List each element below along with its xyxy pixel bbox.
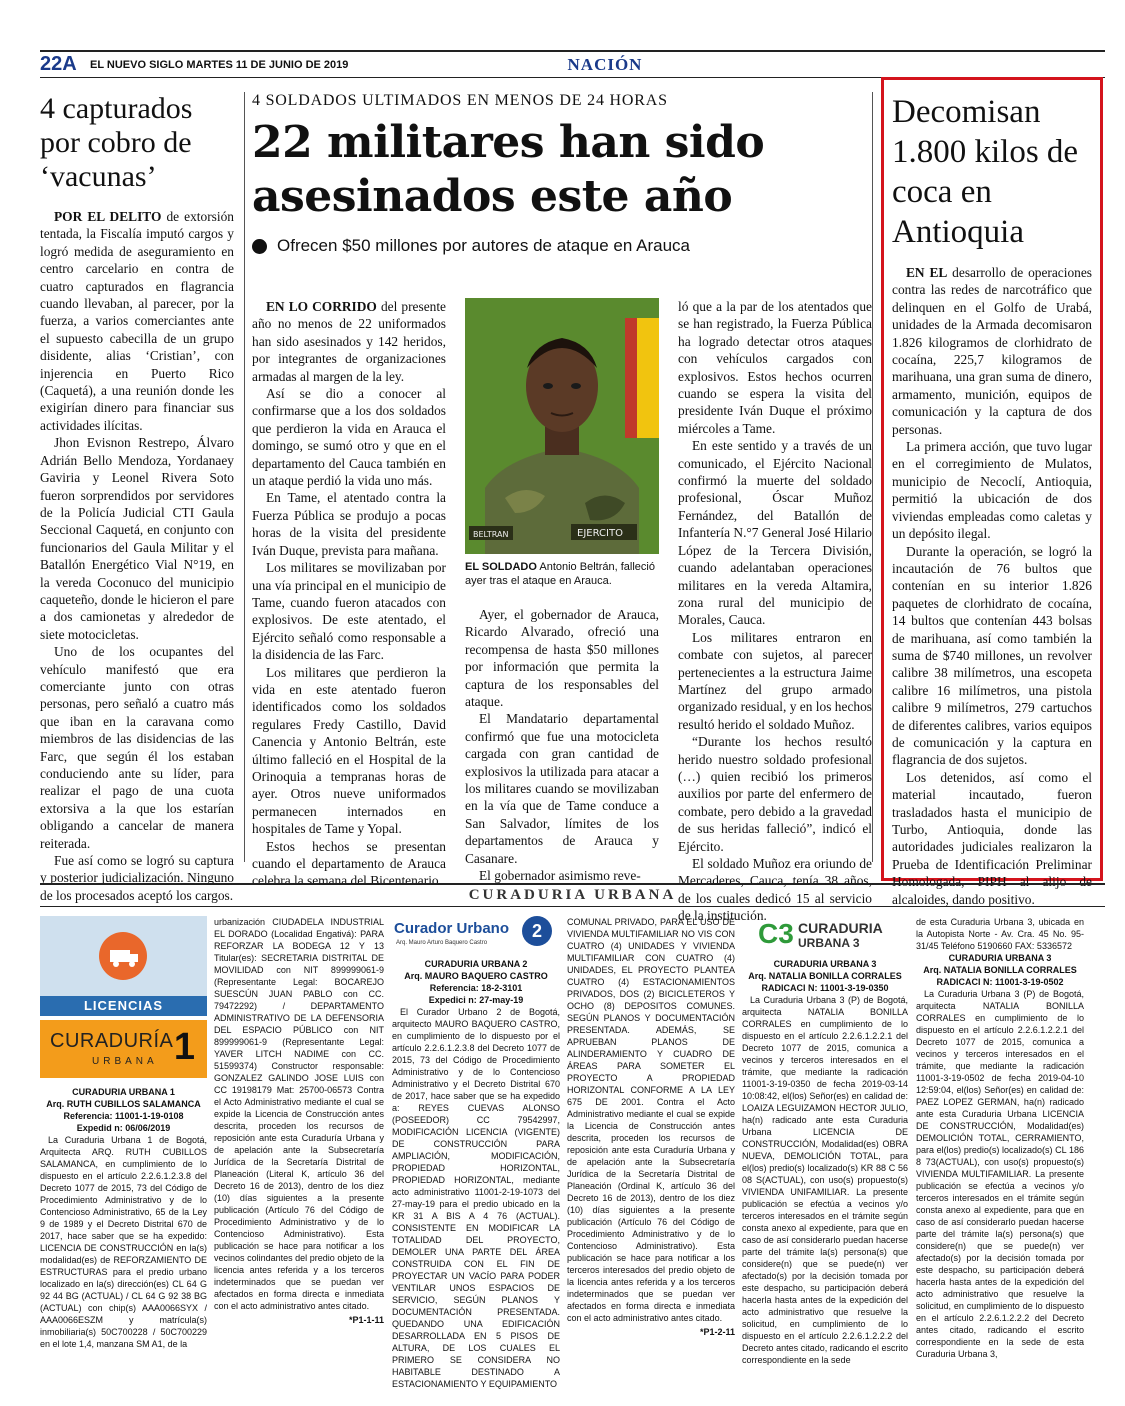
- notice-architect: Arq. NATALIA BONILLA CORRALES: [923, 965, 1077, 975]
- notice-architect: Arq. NATALIA BONILLA CORRALES: [748, 971, 902, 981]
- bullet-icon: [252, 239, 267, 254]
- notice-reference: RADICACI N: 11001-3-19-0350: [761, 983, 889, 993]
- dateline: EL NUEVO SIGLO MARTES 11 DE JUNIO DE 2019: [90, 59, 349, 71]
- section-title: NACIÓN: [567, 55, 643, 74]
- main-paragraph: El soldado Muñoz era oriundo de Mercaderes, Cauca, tenía 38 años, de los cuales dedicó 15 al servicio de la institución.: [678, 856, 872, 924]
- subhead-text: Ofrecen $50 millones por autores de ataque en Arauca: [277, 236, 690, 255]
- notice-title: CURADURIA URBANA 3: [773, 959, 877, 969]
- main-paragraph: “Durante los hechos resultó herido nuestro soldado profesional (…) quien recibió los primeros auxilios por parte del enfermero de combate, pero debido a la gravedad de sus heridas falleció”, indicó el Ejército.: [678, 734, 872, 854]
- notice-body: COMUNAL PRIVADO, PARA EL USO DE VIVIENDA MULTIFAMILIAR NO VIS CON CUATRO (4) UNIDADES Y VIVIENDA MULTIFAMILIAR CON CUATRO (4) UNIDADES, EL PROYECTO PLANTEA CUATRO (4) ESTACIONAMIENTOS PRIVADOS, DOS (2) BICICLETEROS Y OCHO (8) DEPOSITOS COMUNES. SEGÚN PLANOS Y DOCUMENTACIÓN PRESENTADA. ADEMÁS, SE APRUEBAN PLANOS DE ALINDERAMIENTO Y CUADRO DE ÁREAS PARA SOMETER EL PROYECTO A PROPIEDAD HORIZONTAL CONFORME A LA LEY 675 DE 2001. Contra el Acto Administrativo mediante el cual se expide la Licencia de Construcción antes descrita, proceden los recursos de reposición ante esta Curaduría Urbana y de apelación ante la Subsecretaría Jurídica de la Secretaría Distrital de Planeación (Ordinal K, artículo 36 del Decreto 16 de 2013), dentro de los diez (10) días siguientes a la presente publicación (Artículo 76 del Código de Procedimiento Administrativo y de lo Contencioso Administrativo). Esta publicación se hace para notificar a los terceros interesados del predio objeto de la licencia antes referida y a los terceros indeterminados que se puedan ver afectados en forma directa e inmediata con el acto administrativo antes citado.: [567, 917, 735, 1323]
- left-article-paragraph: Jhon Evisnon Restrepo, Álvaro Adrián Bello Mendoza, Yordanaey Gaviria y Leonel Rivera Soto fueron sorprendidos por servidores de la Policía Judicial CTI Gaula Seccional Caquetá, en conjunto con funcionarios del Gaula Militar y el Batallón Energético Vial N°19, en la vereda Coconuco del municipio caqueteño, donde le hicieron el pare a dos camionetas y alrededor de siete motocicletas.: [40, 435, 234, 642]
- left-article-paragraph: POR EL DELITO de extorsión tentada, la Fiscalía imputó cargos y logró medida de aseguramiento en centro carcelario en contra de cuatro capturados en flagrancia cuando llevaban, al parecer, por la fuerza, a varios comerciantes ante el supuesto cabecilla de un grupo disidente, alias ‘Cristian’, con injerencia en Puerto Rico (Caquetá), a una reunión donde les exigirían dinero para financiar sus actividades ilícitas.: [40, 209, 235, 433]
- main-subhead: [252, 236, 865, 256]
- main-paragraph: Ayer, el gobernador de Arauca, Ricardo Alvarado, ofreció una recompensa de hasta $50 millones por información que permita la captura de los responsables del ataque.: [465, 607, 659, 710]
- divider: [40, 906, 1105, 907]
- notice-title: CURADURIA URBANA 1: [72, 1087, 175, 1097]
- notice-body: La Curaduria Urbana 3 (P) de Bogotá, arquitecta NATALIA BONILLA CORRALES en cumplimiento de lo dispuesto en el artículo 2.2.6.1.2.2.1 del Decreto 1077 de 2015, comunica a vecinos y terceros interesados en el trámite, que mediante la radicación 11001-3-19-0350 de fecha 2019-03-14 10:08:42, el(los) Señor(es) en calidad de: LOAIZA LEGUIZAMON HECTOR JULIO, ha(n) radicado ante esta Curaduria Urbana LICENCIA DE CONSTRUCCIÓN, Modalidad(es) OBRA NUEVA, DEMOLICIÓN TOTAL, para el(los) predio(s) localizado(s) KR 88 C 56 08 S(ACTUAL), con uso(s) propuesto(s) VIVIENDA UNIFAMILIAR. La presente publicación se efectúa a vecinos y/o terceros interesados en el trámite según consta anexo al expediente, para que en caso de así considerarlo puedan hacerse parte del trámite la(s) persona(s) que considere(n) que se puede(n) ver afectado(s) por la decisión tomada por este despacho, su participación deberá hacerla hasta antes de la expedición del acto administrativo que resuelve la solicitud, en cumplimiento de lo dispuesto en el artículo 2.2.6.1.2.2.2 del Decreto antes citado, radicando el escrito correspondiente en la sede: [742, 995, 908, 1365]
- notice-curaduria-2: [392, 916, 560, 1390]
- soldier-photo: [465, 298, 659, 554]
- notice-reference: RADICACI N: 11001-3-19-0502: [936, 977, 1064, 987]
- main-paragraph: Estos hechos se presentan cuando el departamento de Arauca celebra la semana del Bicentenario.: [252, 838, 446, 889]
- licencias-image: [40, 916, 207, 996]
- notice-body: El Curador Urbano 2 de Bogotá, arquitecto MAURO BAQUERO CASTRO, en cumplimiento de lo dispuesto por el artículo 2.2.6.1.2.3.8 del Decreto 1077 de 2015, 73 del Código de Procedimiento Administrativo y de lo Contencioso Administrativo y el Decreto Distrital 670 de 2017, hace saber que se ha expedido a: REYES CUEVAS ALONSO (POSEEDOR) CC 79542997, MODIFICACIÓN LICENCIA (VIGENTE) DE CONSTRUCCIÓN PARA AMPLIACIÓN, MODIFICACIÓN, PROPIEDAD HORIZONTAL, PROPIEDAD HORIZONTAL, mediante acto administrativo 11001-2-19-1073 del 27-may-19 para el predio ubicado en la KR 31 A BIS A 4 76 (ACTUAL). CONSISTENTE EN MODIFICAR LA TOTALIDAD DEL PROYECTO, DEMOLER UNA PARTE DEL ÁREA CONSTRUIDA CON EL FIN DE PROYECTAR UN VACÍO PARA PODER VENTILAR UNOS ESPACIOS DE SERVICIO, SEGÚN PLANOS Y DOCUMENTACIÓN PRESENTADA. QUEDANDO UNA EDIFICACIÓN DESARROLLADA EN 5 PISOS DE ALTURA, DE LOS CUALES EL PRIMERO SE CONSIDERA NO HABITABLE DESTINADO A ESTACIONAMIENTO Y EQUIPAMIENTO: [392, 1007, 560, 1389]
- lead-in: POR EL DELITO: [54, 209, 162, 224]
- curaduria-2-logo: Curador Urbano Arq. Mauro Arturo Baquero Castro 2: [392, 916, 562, 952]
- box-paragraph: EN EL desarrollo de operaciones contra las redes de narcotráfico que delinquen en el Golfo de Urabá, unidades de la Armada decomisaron 1.826 kilogramos de clorhidrato de cocaína, 225,7 kilogramos de marihuana, una gran suma de dinero, armamento, munición, equipos de comunicación y la captura de dos personas.: [892, 265, 1093, 437]
- licencias-banner: LICENCIAS: [40, 996, 207, 1016]
- curaduria-3-logo: C3 CURADURIA URBANA 3: [758, 918, 883, 950]
- main-paragraph: Los militares entraron en combate con sujetos, al parecer pertenecientes a la estructura Jaime Martínez del grupo armado organizado residual, y en los hechos resultó herido el soldado Muñoz.: [678, 629, 872, 732]
- column-divider: [244, 92, 245, 862]
- main-paragraph: Los militares que perdieron la vida en este atentado fueron identificados como los soldados regulares Fredy Castillo, David Canencia y Antonio Beltrán, este último falleció en el Hospital de la Orinoquia a tempranas horas de ayer. Otros nueve uniformados permanecen internados en hospitales de Tame y Yopal.: [252, 664, 446, 837]
- box-paragraph: Durante la operación, se logró la incautación de 76 bultos que contenían en su interior 1.826 paquetes de clorhidrato de cocaína, 14 bultos que contenían 443 bolsas de marihuana, así como también la suma de $740 millones, un revolver calibre 38 milímetros, una escopeta calibre 16 milímetros, una pistola calibre 9 milímetros, 279 cartuchos de diferentes calibres, varios equipos de comunicación y la captura en flagrancia de dos sujetos.: [892, 543, 1092, 768]
- notice-code: *P1-1-11: [348, 1315, 384, 1325]
- notice-title: CURADURIA URBANA 2: [424, 959, 528, 969]
- notice-body: de esta Curaduria Urbana 3, ubicada en la Autopista Norte - Av. Cra. 45 No. 95-31/45 Teléfono 5190660 FAX: 5336572: [916, 917, 1084, 951]
- divider: [40, 883, 1105, 885]
- notice-curaduria-1-continued: [214, 916, 384, 1326]
- page-number: 22A: [40, 53, 77, 75]
- notice-curaduria-3b: [916, 916, 1084, 1360]
- main-headline: 22 militares han sido asesinados este año: [252, 117, 765, 222]
- notice-code: *P1-2-11: [699, 1327, 735, 1337]
- left-article-paragraph: Uno de los ocupantes del vehículo manifestó que era comerciante junto con otras personas, pero señaló a cuatro más que iban en la caravana como miembros de las disidencias de las Farc, que según él los estaban conduciendo ante su líder, para realizar el pago de una cuota extorsiva a la que los estarían obligando a cancelar de manera reiterada.: [40, 644, 234, 851]
- left-article: [40, 92, 234, 904]
- notice-curaduria-3: [742, 916, 908, 1366]
- curaduria-section-title: CURADURIA URBANA: [468, 887, 677, 903]
- notice-body: La Curaduria Urbana 3 (P) de Bogotá, arquitecta NATALIA BONILLA CORRALES en cumplimiento de lo dispuesto en el artículo 2.2.6.1.2.2.1 del Decreto 1077 de 2015, comunica a vecinos y terceros interesados en el trámite, que mediante la radicación 11001-3-19-0502 de fecha 2019-04-10 12:59:04, el(los) Señor(es) en calidad de: PAEZ LOPEZ GERMAN, ha(n) radicado ante esta Curaduria Urbana LICENCIA DE CONSTRUCCIÓN, Modalidad(es) DEMOLICIÓN TOTAL, CERRAMIENTO, para el(los) predio(s) localizado(s) CL 186 8 73(ACTUAL), con uso(s) propuesto(s) VIVIENDA MULTIFAMILIAR. La presente publicación se efectúa a vecinos y/o terceros interesados en el trámite según consta anexo al expediente, para que en caso de así considerarlo puedan hacerse parte del trámite la(s) persona(s) que considere(n) que se puede(n) ver afectado(s) por la decisión tomada por este despacho, su participación deberá hacerla hasta antes de la expedición del acto administrativo que resuelve la solicitud, en cumplimiento de lo dispuesto en el artículo 2.2.6.1.2.2.2 del Decreto antes citado, radicando el escrito correspondiente en la sede de esta Curaduria Urbana 3,: [916, 989, 1084, 1359]
- main-paragraph: En Tame, el atentado contra la Fuerza Pública se produjo a pocas horas de la visita del presidente Iván Duque, prevista para mañana.: [252, 490, 446, 558]
- main-column-2: [465, 298, 659, 885]
- main-kicker: 4 SOLDADOS ULTIMADOS EN MENOS DE 24 HORAS: [252, 92, 668, 109]
- soldier-portrait-illustration: [465, 298, 659, 554]
- main-paragraph: El gobernador asimismo reve-: [479, 868, 641, 884]
- main-column-3: [678, 298, 872, 925]
- main-paragraph: EN LO CORRIDO del presente año no menos de 22 uniformados han sido asesinados y 142 heridos, por integrantes de organizaciones armadas al margen de la ley.: [252, 299, 447, 384]
- box-paragraph: Los detenidos, así como el material incautado, fueron trasladados hasta el municipio de Turbo, Antioquia, donde las autoridades judiciales realizaron la Prueba de Identificación Preliminar Homologada, PIPH al alijo de alcaloides, dando positivo.: [892, 769, 1092, 907]
- box-paragraph: La primera acción, que tuvo lugar en el corregimiento de Mulatos, municipio de Necoclí, Antioquia, permitió la ubicación de dos viviendas empleadas como caletas y un depósito ilegal.: [892, 439, 1092, 542]
- main-paragraph: En este sentido y a través de un comunicado, el Ejército Nacional confirmó la muerte del soldado profesional, Óscar Muñoz Fernández, del Batallón de Infantería N.°7 General José Hilario López de la Tercera División, cuando adelantaban operaciones militares en la vereda Altamira, zona rural del municipio de Morales, Cauca.: [678, 438, 872, 628]
- main-column-1: [252, 298, 446, 890]
- main-paragraph: Los militares se movilizaban por una vía principal en el municipio de Tame, cuando fueron atacados con explosivos. De este atentado, el Ejército señaló como responsable a la disidencia de las Farc.: [252, 560, 446, 663]
- name-tape: BELTRAN: [473, 530, 509, 539]
- page-header: [40, 50, 1105, 78]
- curaduria-1-logo: CURADURÍA URBANA 1: [40, 1020, 207, 1078]
- main-paragraph: El Mandatario departamental confirmó que fue una motocicleta cargada con gran cantidad de explosivos la utilizada para atacar a los militares cuando se movilizaban en la vía que de Tame conduce a San Salvador, límites de los departamentos de Arauca y Casanare.: [465, 711, 659, 866]
- notice-body: La Curaduria Urbana 1 de Bogotá, Arquitecta ARQ. RUTH CUBILLOS SALAMANCA, en cumplimiento de lo dispuesto en el artículo 2.2.6.1.2.3.8 del Decreto 1077 de 2015, 73 del Código de Procedimiento Administrativo y de lo Contencioso Administrativo, 65 de la Ley 9 de 1989 y el Decreto Distrital 670 de 2017, hace saber que se ha expedido: LICENCIA DE CONSTRUCCIÓN en la(s) modalidad(es) de REFORZAMIENTO DE ESTRUCTURAS para el predio urbano localizado en la(s) dirección(es) CL 64 G 92 44 BG (ACTUAL) / CL 64 G 92 38 BG (ACTUAL) con chip(s) AAA0066SYX / AAA0066ESZM y matrícula(s) inmobiliaria(s) 50C700228 / 50C700229 en el lote 1,4, manzana SM A1, de la: [40, 1135, 207, 1349]
- notice-reference: Referencia: 18-2-3101: [429, 983, 523, 993]
- main-paragraph: Así se dio a conocer al confirmarse que a los dos soldados que perdieron la vida en Arauca el domingo, se sumó otro y que en el departamento del Cauca también en un ataque perdió la vida uno más.: [252, 386, 446, 489]
- army-tape: EJERCITO: [577, 528, 623, 539]
- main-paragraph: ló que a la par de los atentados que se han registrado, la Fuerza Pública ha logrado detectar otros ataques con vehículos cargados con explosivos. Estos hechos ocurren cuando se espera la visita del presidente Iván Duque el próximo miércoles a Tame.: [678, 299, 872, 436]
- lead-in: EN EL: [906, 265, 948, 280]
- photo-caption: EL SOLDADO Antonio Beltrán, falleció ayer tras el ataque en Arauca.: [465, 561, 655, 587]
- truck-icon: [40, 916, 207, 996]
- highlighted-article: [881, 77, 1103, 907]
- column-divider: [872, 92, 873, 862]
- box-headline: Decomisan 1.800 kilos de coca en Antioquia: [892, 94, 1079, 250]
- left-article-headline: 4 capturados por cobro de ‘vacunas’: [40, 92, 193, 193]
- left-article-paragraph: Fue así como se logró su captura y posterior judicialización. Ninguno de los procesados aceptó los cargos.: [40, 853, 234, 903]
- notice-title: CURADURIA URBANA 3: [948, 953, 1052, 963]
- lead-in: EN LO CORRIDO: [266, 299, 377, 314]
- notice-body: urbanización CIUDADELA INDUSTRIAL EL DORADO (Localidad Engativá): PARA REFORZAR LA BODEGA 12 Y 13 Titular(es): SECRETARIA DISTRITAL DE MOVILIDAD con NIT 899999061-9 (Representante Legal: BOCAREJO SUESCÚN JUAN PABLO con CC. 79472292) / DEPARTAMENTO ADMINISTRATIVO DE LA DEFENSORIA DEL ESPACIO PÚBLICO con NIT 899999061-9 (Representante Legal: YAVER LITCH NADIME con CC. 51599374) Constructor responsable: GONZALEZ GALINDO JOSE LUIS con CC 19198179 Mat: 25700-06573 Contra el Acto Administrativo mediante el cual se expide la Licencia de Construcción antes descrita, proceden los recursos de reposición ante esta Curaduría Urbana y de apelación ante la Subsecretaría Jurídica de la Secretaría Distrital de Planeación (Literal K, artículo 36 del Decreto 16 de 2013), dentro de los diez (10) días siguientes a la presente publicación (Artículo 76 del Código de Procedimiento Administrativo y de lo Contencioso Administrativo). Esta publicación se hace para notificar a los vecinos colindantes del predio objeto de la licencia antes referida y a los terceros indeterminados que se puedan ver afectados en forma directa e inmediata con el acto administrativo antes citado.: [214, 917, 384, 1311]
- notice-curaduria-1: [40, 916, 207, 1350]
- notice-architect: Arq. MAURO BAQUERO CASTRO: [404, 971, 548, 981]
- notice-curaduria-2-continued: [567, 916, 735, 1338]
- notice-date: Expedid n: 06/06/2019: [76, 1123, 171, 1133]
- notice-reference: Referencia: 11001-1-19-0108: [63, 1111, 184, 1121]
- notice-date: Expedici n: 27-may-19: [428, 995, 524, 1005]
- notice-architect: Arq. RUTH CUBILLOS SALAMANCA: [46, 1099, 201, 1109]
